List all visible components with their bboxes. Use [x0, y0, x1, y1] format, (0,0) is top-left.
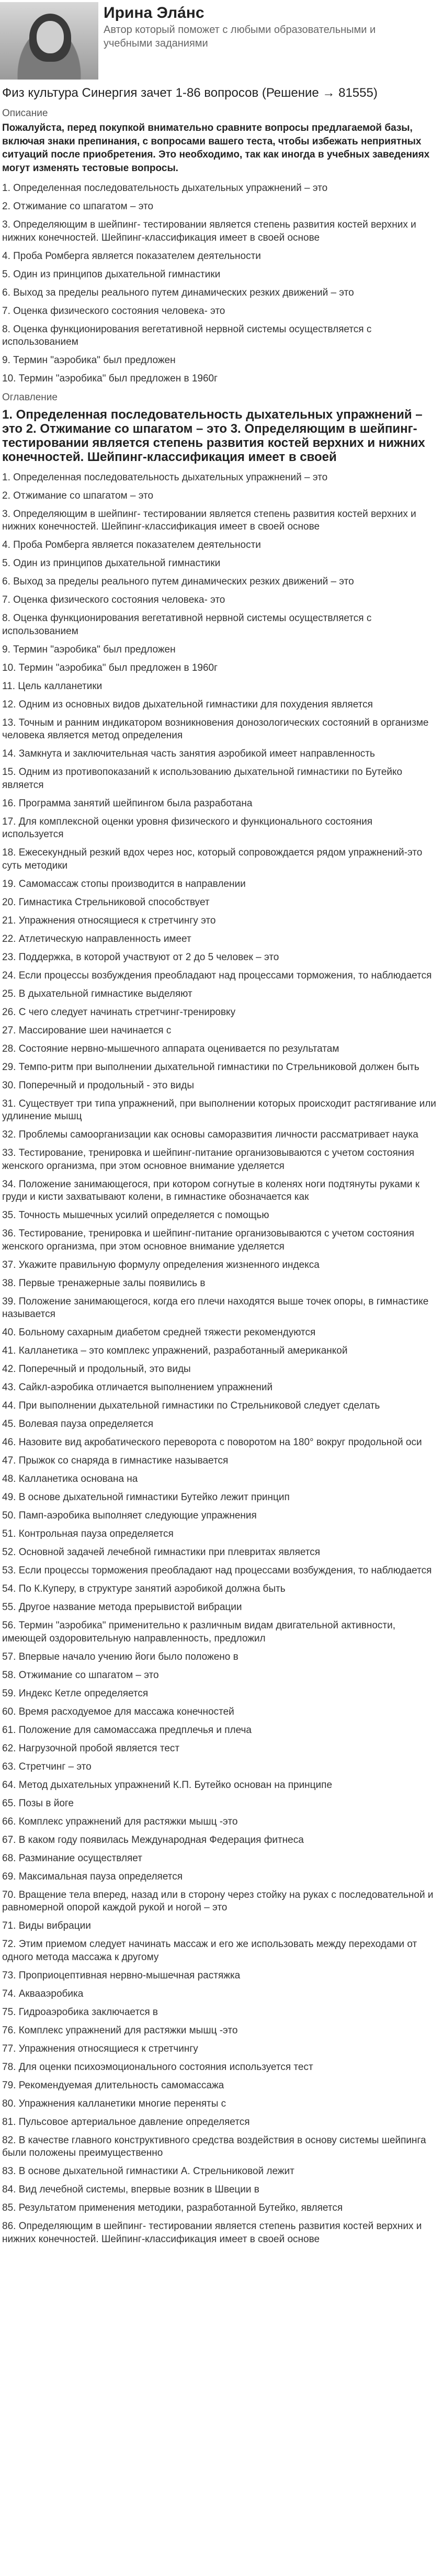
question-item: 86. Определяющим в шейпинг- тестировании является степень развития костей верхних и нижних конечностей. Шейпинг-классификация имеет в своей основе [2, 2221, 422, 2245]
question-item: 22. Атлетическую направленность имеет [2, 933, 191, 944]
question-item: 65. Позы в йоге [2, 1797, 74, 1809]
preview-question-list [2, 182, 441, 386]
question-item: 49. В основе дыхательной гимнастики Бутейко лежит принцип [2, 1492, 290, 1503]
author-avatar[interactable] [0, 2, 98, 80]
question-item: 8. Оценка функционирования вегетативной нервной системы осуществляется с использованием [2, 323, 372, 347]
question-item: 48. Калланетика основана на [2, 1473, 138, 1484]
question-item: 36. Тестирование, тренировка и шейпинг-питание организовываются с учетом состояния женского организма, при этом основное внимание уделяется [2, 1228, 415, 1252]
question-item: 46. Назовите вид акробатического переворота с поворотом на 180° вокруг продольной оси [2, 1437, 422, 1448]
question-item: 8. Оценка функционирования вегетативной нервной системы осуществляется с использованием [2, 613, 372, 637]
question-item: 78. Для оценки психоэмоционального состояния используется тест [2, 2061, 313, 2073]
question-item: 10. Термин "аэробика" был предложен в 1960г [2, 373, 218, 384]
question-item: 56. Термин "аэробика" применительно к различным видам двигательной активности, имеющей оздоровительную направленность, предложил [2, 1620, 395, 1644]
question-item: 33. Тестирование, тренировка и шейпинг-питание организовываются с учетом состояния женского организма, при этом основное внимание уделяется [2, 1148, 415, 1172]
question-item: 12. Одним из основных видов дыхательной гимнастики для похудения является [2, 699, 373, 710]
question-item: 63. Стретчинг – это [2, 1761, 92, 1772]
question-item: 76. Комплекс упражнений для растяжки мышц -это [2, 2024, 238, 2036]
question-item: 9. Термин "аэробика" был предложен [2, 644, 176, 655]
avatar-face [37, 21, 64, 53]
question-item: 73. Проприоцептивная нервно-мышечная растяжка [2, 1970, 241, 1981]
question-item: 52. Основной задачей лечебной гимнастики при плевритах является [2, 1547, 321, 1558]
question-item: 64. Метод дыхательных упражнений К.П. Бутейко основан на принципе [2, 1779, 333, 1791]
question-item: 17. Для комплексной оценки уровня физического и функционального состояния используется [2, 816, 373, 840]
question-item: 60. Время расходуемое для массажа конечностей [2, 1706, 234, 1717]
question-item: 13. Точным и ранним индикатором возникновения донозологических состояний в организме человека является метод определения [2, 717, 429, 741]
question-item: 21. Упражнения относящиеся к стретчингу это [2, 915, 216, 926]
question-item: 84. Вид лечебной системы, впервые возник в Швеции в [2, 2184, 259, 2195]
question-item: 42. Поперечный и продольный, это виды [2, 1364, 191, 1375]
question-item: 25. В дыхательной гимнастике выделяют [2, 988, 192, 999]
author-card [2, 0, 441, 80]
toc-heading: 1. Определенная последовательность дыхательных упражнений – это 2. Отжимание со шпагатом – это 3. Определяющим в шейпинг- тестировании является степень развития костей верхних и нижних конечностей. Шейпинг-классификация имеет в своей [2, 407, 425, 464]
question-item: 16. Программа занятий шейпингом была разработана [2, 797, 253, 809]
description-label: Описание [2, 108, 48, 119]
question-item: 67. В каком году появилась Международная Федерация фитнеса [2, 1834, 304, 1846]
question-item: 28. Состояние нервно-мышечного аппарата оценивается по результатам [2, 1043, 339, 1054]
question-item: 5. Один из принципов дыхательной гимнастики [2, 558, 221, 569]
question-item: 38. Первые тренажерные залы появились в [2, 1277, 206, 1289]
question-item: 79. Рекомендуемая длительность самомассажа [2, 2079, 224, 2091]
question-item: 45. Волевая пауза определяется [2, 1419, 154, 1430]
question-item: 5. Один из принципов дыхательной гимнастики [2, 268, 221, 280]
question-item: 31. Существует три типа упражнений, при выполнении которых происходит растягивание или удлинение мышц [2, 1098, 436, 1122]
question-item: 61. Положение для самомассажа предплечья и плеча [2, 1724, 252, 1736]
page-title: Физ культура Синергия зачет 1-86 вопросов (Решение → 81555) [2, 86, 378, 100]
question-item: 32. Проблемы самоорганизации как основы саморазвития личности рассматривает наука [2, 1129, 418, 1140]
question-item: 3. Определяющим в шейпинг- тестировании является степень развития костей верхних и нижних конечностей. Шейпинг-классификация имеет в своей основе [2, 219, 416, 243]
question-item: 53. Если процессы торможения преобладают над процессами возбуждения, то наблюдается [2, 1565, 432, 1576]
question-item: 2. Отжимание со шпагатом – это [2, 201, 154, 212]
question-item: 41. Калланетика – это комплекс упражнений, разработанный американкой [2, 1345, 348, 1356]
question-item: 71. Виды вибрации [2, 1920, 91, 1931]
question-item: 23. Поддержка, в которой участвуют от 2 до 5 человек – это [2, 951, 279, 963]
question-item: 4. Проба Ромберга является показателем деятельности [2, 539, 261, 550]
question-item: 62. Нагрузочной пробой является тест [2, 1742, 180, 1754]
question-item: 18. Ежесекундный резкий вдох через нос, который сопровождается рядом упражнений-это суть методики [2, 847, 423, 871]
question-item: 54. По К.Куперу, в структуре занятий аэробикой должна быть [2, 1583, 286, 1594]
question-item: 6. Выход за пределы реального путем динамических резких движений – это [2, 287, 354, 298]
question-item: 80. Упражнения калланетики многие переняты с [2, 2098, 226, 2109]
question-item: 69. Максимальная пауза определяется [2, 1871, 183, 1882]
question-item: 37. Укажите правильную формулу определения жизненного индекса [2, 1259, 320, 1270]
question-item: 44. При выполнении дыхательной гимнастики по Стрельниковой следует сделать [2, 1400, 380, 1411]
question-item: 10. Термин "аэробика" был предложен в 1960г [2, 662, 218, 673]
question-item: 20. Гимнастика Стрельниковой способствует [2, 896, 210, 908]
purchase-warning: Пожалуйста, перед покупкой внимательно сравните вопросы предлагаемой базы, включая знаки препинания, с вопросами вашего теста, чтобы избежать неприятных ситуаций после приобретения. Это необходимо, так как иногда в учебных заведениях могут изменять тестовые вопросы. [2, 122, 430, 174]
author-info [98, 2, 396, 50]
question-item: 19. Самомассаж стопы производится в направлении [2, 878, 246, 890]
question-item: 1. Определенная последовательность дыхательных упражнений – это [2, 183, 328, 194]
question-item: 6. Выход за пределы реального путем динамических резких движений – это [2, 576, 354, 587]
question-item: 82. В качестве главного конструктивного средства воздействия в основу системы шейпинга были положены преимущественно [2, 2134, 426, 2158]
question-item: 26. С чего следует начинать стретчинг-тренировку [2, 1006, 236, 1018]
toc-question-list [2, 471, 441, 2246]
question-item: 9. Термин "аэробика" был предложен [2, 355, 176, 366]
question-item: 51. Контрольная пауза определяется [2, 1528, 174, 1539]
question-item: 55. Другое название метода прерывистой вибрации [2, 1602, 242, 1613]
question-item: 14. Замкнута и заключительная часть занятия аэробикой имеет направленность [2, 748, 375, 759]
question-item: 81. Пульсовое артериальное давление определяется [2, 2116, 250, 2128]
question-item: 3. Определяющим в шейпинг- тестировании является степень развития костей верхних и нижних конечностей. Шейпинг-классификация имеет в своей основе [2, 508, 416, 532]
question-item: 70. Вращение тела вперед, назад или в сторону через стойку на руках с последовательной и равномерной опорой каждой рукой и ногой – это [2, 1889, 434, 1913]
question-item: 66. Комплекс упражнений для растяжки мышц -это [2, 1816, 238, 1827]
toc-label: Оглавление [2, 391, 58, 403]
question-item: 85. Результатом применения методики, разработанной Бутейко, является [2, 2202, 343, 2213]
question-item: 47. Прыжок со снаряда в гимнастике называется [2, 1455, 229, 1466]
author-description: Автор который поможет с любыми образовательными и учебными заданиями [104, 24, 376, 49]
question-item: 27. Массирование шеи начинается с [2, 1025, 172, 1036]
question-item: 74. Аквааэробика [2, 1988, 84, 1999]
question-item: 57. Впервые начало учению йоги было положено в [2, 1651, 238, 1662]
question-item: 1. Определенная последовательность дыхательных упражнений – это [2, 471, 328, 483]
question-item: 30. Поперечный и продольный - это виды [2, 1079, 195, 1091]
question-item: 68. Разминание осуществляет [2, 1852, 142, 1864]
question-item: 24. Если процессы возбуждения преобладают над процессами торможения, то наблюдается [2, 970, 432, 981]
author-name[interactable]: Ирина Элáнс [104, 4, 205, 21]
question-item: 83. В основе дыхательной гимнастики А. Стрельниковой лежит [2, 2166, 294, 2177]
question-item: 43. Сайкл-аэробика отличается выполнением упражнений [2, 1382, 273, 1393]
question-item: 15. Одним из противопоказаний к использованию дыхательной гимнастики по Бутейко является [2, 767, 403, 791]
question-item: 11. Цель калланетики [2, 680, 103, 692]
question-item: 29. Темпо-ритм при выполнении дыхательной гимнастики по Стрельниковой должен быть [2, 1061, 419, 1073]
question-item: 4. Проба Ромберга является показателем деятельности [2, 250, 261, 262]
question-item: 77. Упражнения относящиеся к стретчингу [2, 2043, 198, 2054]
question-item: 35. Точность мышечных усилий определяется с помощью [2, 1210, 269, 1221]
question-item: 72. Этим приемом следует начинать массаж и его же использовать между переходами от одного метода массажа к другому [2, 1939, 417, 1963]
question-item: 59. Индекс Кетле определяется [2, 1688, 149, 1699]
question-item: 34. Положение занимающегося, при котором согнутые в коленях ноги подтянуты руками к груди и кисти захватывают колени, в гимнастике обозначается как [2, 1178, 420, 1202]
question-item: 2. Отжимание со шпагатом – это [2, 490, 154, 501]
question-item: 7. Оценка физического состояния человека- это [2, 594, 225, 605]
question-item: 58. Отжимание со шпагатом – это [2, 1669, 159, 1681]
question-item: 39. Положение занимающегося, когда его плечи находятся выше точек опоры, в гимнастике называется [2, 1296, 429, 1320]
question-item: 40. Больному сахарным диабетом средней тяжести рекомендуются [2, 1327, 316, 1338]
question-item: 7. Оценка физического состояния человека- это [2, 305, 225, 317]
question-item: 75. Гидроаэробика заключается в [2, 2006, 158, 2018]
question-item: 50. Памп-аэробика выполняет следующие упражнения [2, 1510, 257, 1521]
